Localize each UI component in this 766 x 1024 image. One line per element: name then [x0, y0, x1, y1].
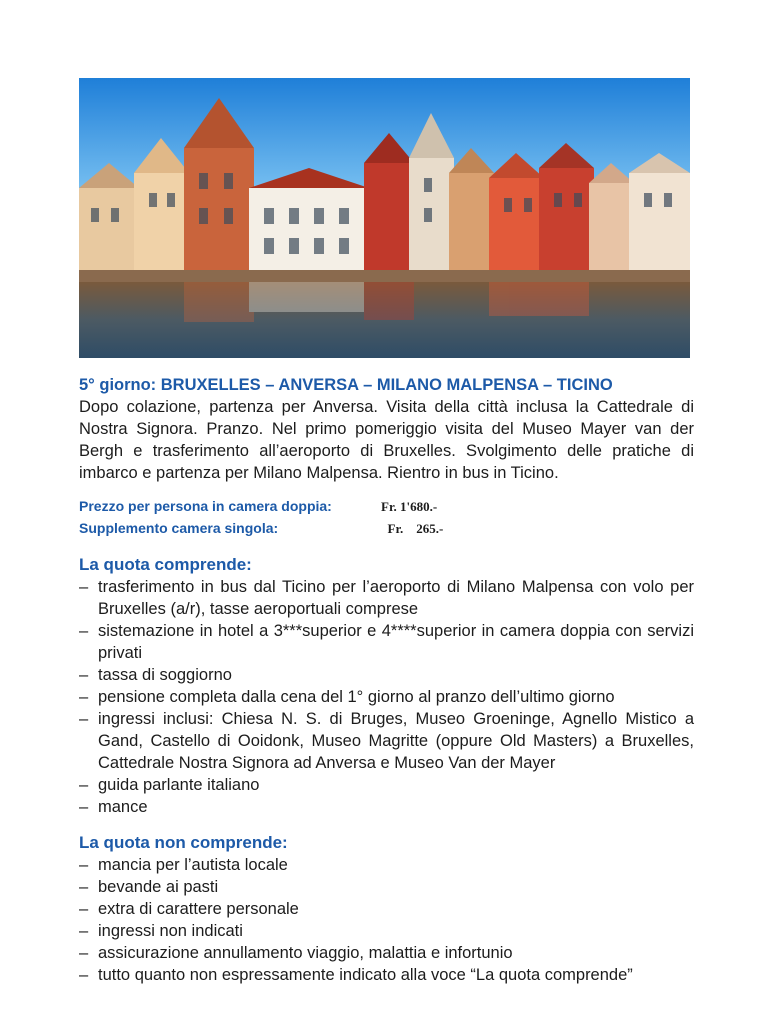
price-label: Prezzo per persona in camera doppia:	[79, 498, 332, 514]
dash-bullet: –	[79, 622, 89, 640]
bruges-canal-illustration	[79, 78, 690, 358]
dash-bullet: –	[79, 578, 89, 596]
list-item-text: bevande ai pasti	[98, 878, 219, 896]
list-item-text: guida parlante italiano	[98, 776, 260, 794]
dash-bullet: –	[79, 776, 89, 794]
list-item-text: pensione completa dalla cena del 1° giorno al pranzo dell’ultimo giorno	[98, 688, 615, 706]
day-description: Dopo colazione, partenza per Anversa. Visita della città inclusa la Cattedrale di Nostra Signora. Pranzo. Nel primo pomeriggio visita del Museo Mayer van der Bergh e trasferimento all’aeroporto di Bruxelles. Svolgimento delle pratiche di imbarco e partenza per Milano Malpensa. Rientro in bus in Ticino.	[79, 398, 694, 482]
list-item	[79, 942, 694, 964]
list-item-text: ingressi inclusi: Chiesa N. S. di Bruges, Museo Groeninge, Agnello Mistico a Gand, Castello di Ooidonk, Museo Magritte (oppure Old Masters) a Bruxelles, Cattedrale Nostra Signora ad Anversa e Museo Van der Mayer	[98, 710, 694, 772]
list-item-text: mance	[98, 798, 148, 816]
excluded-title: La quota non comprende:	[79, 833, 288, 852]
dash-bullet: –	[79, 856, 89, 874]
list-item	[79, 964, 694, 986]
dash-bullet: –	[79, 688, 89, 706]
list-item-text: trasferimento in bus dal Ticino per l’aeroporto di Milano Malpensa con volo per Bruxelles (a/r), tasse aeroportuali comprese	[98, 578, 694, 618]
day-heading: 5° giorno: BRUXELLES – ANVERSA – MILANO MALPENSA – TICINO	[79, 376, 613, 394]
price-value: Fr. 1'680.-	[381, 499, 438, 514]
dash-bullet: –	[79, 966, 89, 984]
dash-bullet: –	[79, 878, 89, 896]
itinerary-content	[79, 374, 694, 986]
list-item-text: extra di carattere personale	[98, 900, 299, 918]
price-value: Fr. 265.-	[381, 521, 444, 536]
list-item	[79, 876, 694, 898]
list-item	[79, 708, 694, 774]
included-list	[79, 576, 694, 818]
list-item-text: ingressi non indicati	[98, 922, 243, 940]
price-row-single	[79, 520, 694, 542]
list-item-text: tutto quanto non espressamente indicato alla voce “La quota comprende”	[98, 966, 633, 984]
list-item	[79, 796, 694, 818]
list-item-text: mancia per l’autista locale	[98, 856, 288, 874]
list-item-text: assicurazione annullamento viaggio, malattia e infortunio	[98, 944, 513, 962]
dash-bullet: –	[79, 710, 89, 728]
dash-bullet: –	[79, 798, 89, 816]
dash-bullet: –	[79, 900, 89, 918]
list-item	[79, 620, 694, 664]
included-title: La quota comprende:	[79, 555, 252, 574]
price-label: Supplemento camera singola:	[79, 520, 279, 536]
list-item-text: tassa di soggiorno	[98, 666, 232, 684]
dash-bullet: –	[79, 944, 89, 962]
dash-bullet: –	[79, 666, 89, 684]
list-item	[79, 898, 694, 920]
list-item	[79, 854, 694, 876]
list-item	[79, 664, 694, 686]
dash-bullet: –	[79, 922, 89, 940]
price-row-double	[79, 498, 694, 520]
list-item-text: sistemazione in hotel a 3***superior e 4****superior in camera doppia con servizi privati	[98, 622, 694, 662]
price-table	[79, 498, 694, 542]
list-item	[79, 920, 694, 942]
list-item	[79, 576, 694, 620]
list-item	[79, 774, 694, 796]
bruges-canal-photo	[79, 78, 690, 358]
excluded-list	[79, 854, 694, 986]
list-item	[79, 686, 694, 708]
